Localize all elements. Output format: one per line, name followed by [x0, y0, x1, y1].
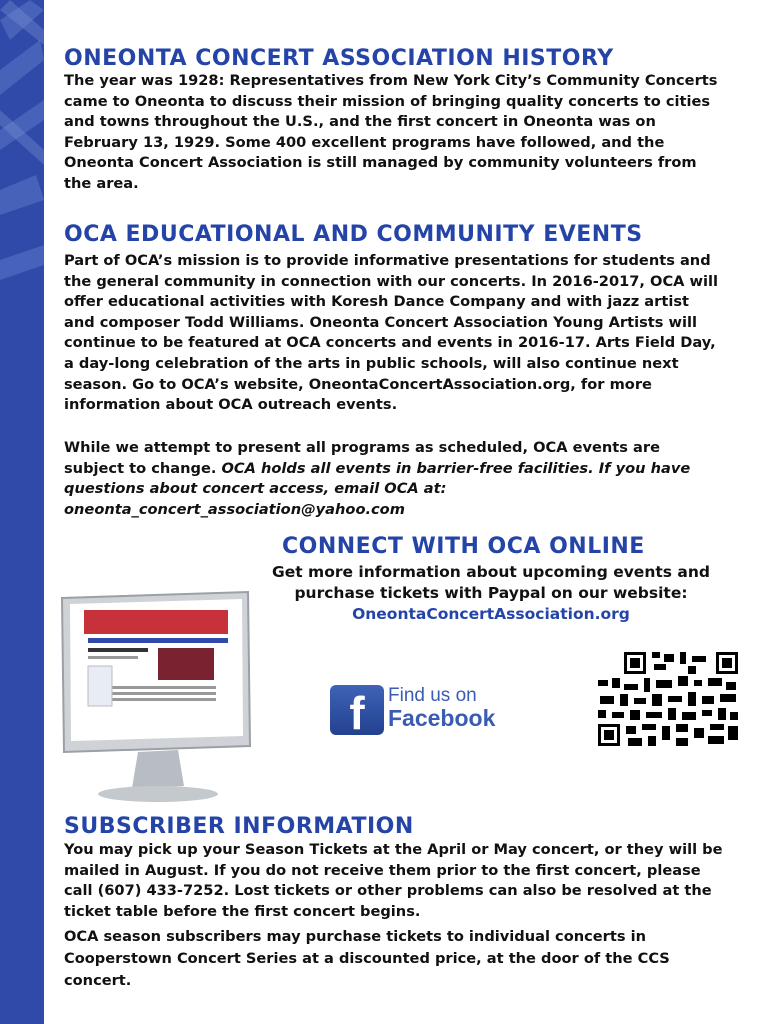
- spiral-pattern-icon: [0, 0, 44, 1024]
- educational-heading: OCA EDUCATIONAL AND COMMUNITY EVENTS: [64, 222, 643, 247]
- access-notice-text: OCA holds all events in barrier-free facilities. If you have questions about concert access, email OCA at: oneonta_concert_association@yahoo.com: [64, 459, 691, 518]
- subscriber-heading: SUBSCRIBER INFORMATION: [64, 814, 414, 839]
- computer-monitor-icon: [58, 590, 254, 808]
- history-paragraph: The year was 1928: Representatives from New York City’s Community Concerts came to Oneonta to discuss their mission of bringing quality concerts to cities and towns throughout the U.S., and the first concert in Oneonta was on February 13, 1929. Some 400 excellent programs have followed, and the Oneonta Concert Association is still managed by community volunteers from the area.: [64, 72, 718, 192]
- educational-paragraph: Part of OCA’s mission is to provide informative presentations for students and the general community in connection with our concerts. In 2016-2017, OCA will offer educational activities with Koresh Dance Company and with jazz artist and composer Todd Williams. Oneonta Concert Association Young Artists will continue to be featured at OCA concerts and events in 2016-17. Arts Field Day, a day-long celebration of the arts in public schools, will also continue next season. Go to OCA’s website, OneontaConcertAssociation.org, for more information about OCA outreach events.: [64, 252, 719, 414]
- facebook-icon: f: [330, 685, 384, 735]
- decorative-side-band: [0, 0, 44, 1024]
- connect-heading: CONNECT WITH OCA ONLINE: [282, 534, 645, 559]
- schedule-notice-text: While we attempt to present all programs as scheduled, OCA events are subject to change.: [64, 439, 660, 477]
- facebook-badge[interactable]: [330, 685, 530, 739]
- connect-paragraph: [256, 562, 726, 625]
- schedule-notice-paragraph: [64, 438, 724, 520]
- facebook-text-line1: Find us on: [388, 685, 477, 706]
- connect-text: Get more information about upcoming events and purchase tickets with Paypal on our website:: [272, 563, 710, 602]
- cooperstown-paragraph: OCA season subscribers may purchase tickets to individual concerts in Cooperstown Concert Series at a discounted price, at the door of the CCS concert.: [64, 928, 670, 989]
- website-link[interactable]: OneontaConcertAssociation.org: [352, 605, 630, 623]
- subscriber-paragraph: You may pick up your Season Tickets at the April or May concert, or they will be mailed in August. If you do not receive them prior to the first concert, please call (607) 433-7252. Lost tickets or other problems can also be resolved at the ticket table before the first concert begins.: [64, 841, 723, 920]
- qr-code-icon[interactable]: [596, 650, 740, 748]
- facebook-text-line2: Facebook: [388, 705, 496, 731]
- history-heading: ONEONTA CONCERT ASSOCIATION HISTORY: [64, 46, 614, 71]
